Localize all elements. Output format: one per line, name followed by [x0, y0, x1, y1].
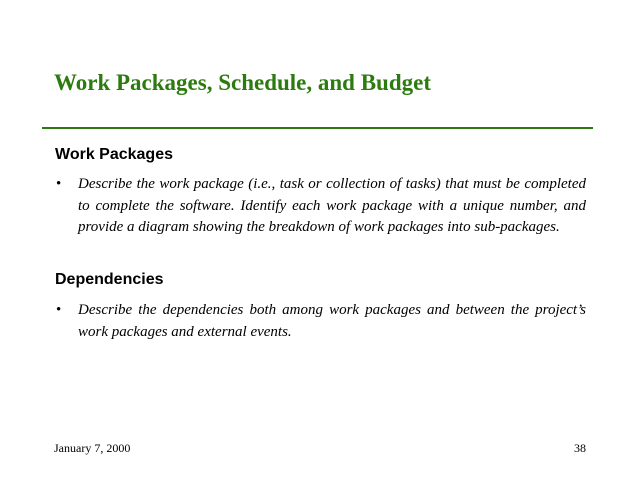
bullet-text-dependencies: Describe the dependencies both among work packages and between the project’s work packages and external events. [78, 302, 586, 340]
slide-title: Work Packages, Schedule, and Budget [54, 70, 431, 95]
footer-date: January 7, 2000 [54, 441, 131, 455]
bullet-marker: • [56, 176, 62, 192]
bullet-marker: • [56, 302, 62, 318]
section-heading-dependencies: Dependencies [55, 271, 164, 288]
footer-page-number: 38 [574, 441, 586, 455]
title-divider [42, 127, 593, 129]
section-heading-work-packages: Work Packages [55, 146, 173, 163]
bullet-text-work-packages: Describe the work package (i.e., task or collection of tasks) that must be completed to complete the software. Identify each work package with a unique number, and provide a diagram showing the breakdown of work packages into sub-packages. [78, 176, 586, 235]
